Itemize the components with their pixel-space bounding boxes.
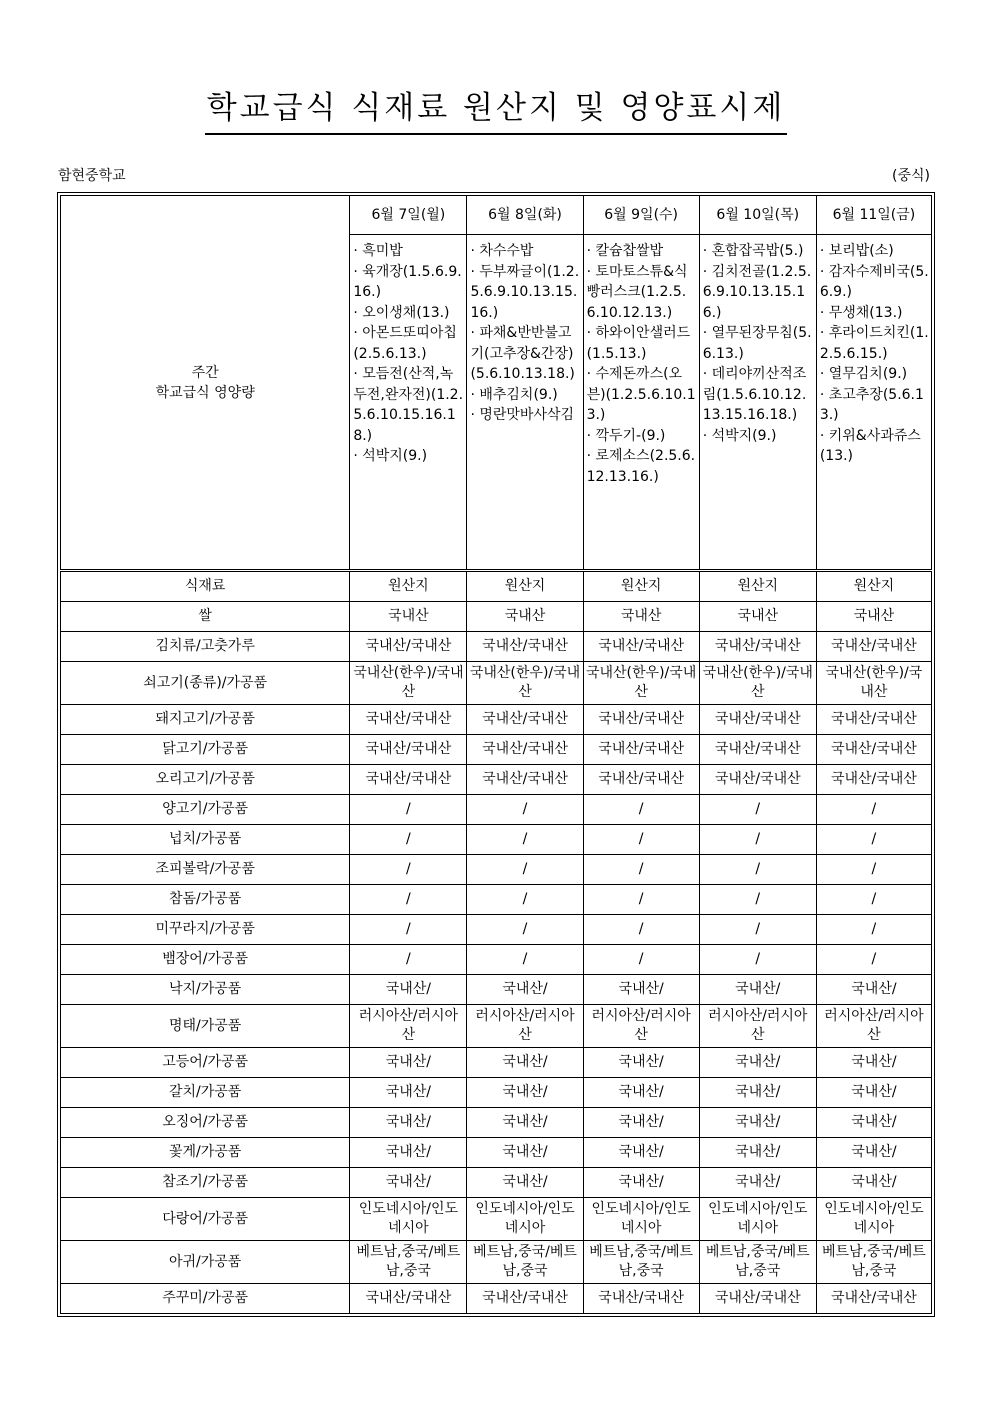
origin-value: 국내산 xyxy=(699,602,816,632)
menu-origin-table-frame xyxy=(57,192,935,1317)
origin-value: 국내산/국내산 xyxy=(816,632,931,662)
day-menu-cell xyxy=(816,235,931,571)
menu-item: · 로제소스(2.5.6.12.13.16.) xyxy=(586,448,696,485)
origin-value: / xyxy=(699,915,816,945)
origin-value: 베트남,중국/베트남,중국 xyxy=(467,1241,583,1284)
origin-value: 국내산/국내산 xyxy=(583,765,699,795)
ingredient-name: 돼지고기/가공품 xyxy=(61,705,350,735)
origin-value: 국내산 xyxy=(583,602,699,632)
weekly-nutrition-label xyxy=(61,196,350,571)
origin-value: 국내산/국내산 xyxy=(467,632,583,662)
menu-item: · 혼합잡곡밥(5.) xyxy=(702,243,804,259)
origin-value: 국내산/국내산 xyxy=(699,765,816,795)
origin-value: / xyxy=(583,855,699,885)
ingredient-row xyxy=(61,705,932,735)
ingredient-name: 명태/가공품 xyxy=(61,1005,350,1048)
menu-item: · 열무된장무침(5.6.13.) xyxy=(702,325,812,362)
origin-value: 국내산/국내산 xyxy=(699,705,816,735)
menu-item: · 키위&사과쥬스(13.) xyxy=(819,427,921,464)
origin-value: 국내산/ xyxy=(350,1108,467,1138)
origin-value: 국내산/국내산 xyxy=(350,632,467,662)
ingredient-name: 뱀장어/가공품 xyxy=(61,945,350,975)
menu-item: · 육개장(1.5.6.9.16.) xyxy=(353,263,462,300)
origin-value: 국내산/ xyxy=(816,975,931,1005)
ingredient-name: 조피볼락/가공품 xyxy=(61,855,350,885)
origin-value: 베트남,중국/베트남,중국 xyxy=(583,1241,699,1284)
ingredient-row xyxy=(61,885,932,915)
origin-value: 국내산 xyxy=(467,602,583,632)
menu-item: · 열무김치(9.) xyxy=(819,366,908,382)
origin-value: 국내산/ xyxy=(583,1048,699,1078)
origin-value: 국내산/ xyxy=(583,1168,699,1198)
document-title: 학교급식 식재료 원산지 및 영양표시제 xyxy=(205,88,788,135)
origin-value: / xyxy=(350,825,467,855)
origin-value: / xyxy=(467,825,583,855)
origin-value: 국내산/국내산 xyxy=(350,1284,467,1314)
origin-value: 국내산/국내산 xyxy=(699,735,816,765)
origin-value: 국내산/ xyxy=(699,1108,816,1138)
ingredient-header: 식재료 xyxy=(61,571,350,602)
origin-value: 베트남,중국/베트남,중국 xyxy=(350,1241,467,1284)
ingredient-name: 고등어/가공품 xyxy=(61,1048,350,1078)
menu-item: · 흑미밥 xyxy=(353,243,403,259)
document-title-wrap xyxy=(0,88,992,135)
ingredient-name: 김치류/고춧가루 xyxy=(61,632,350,662)
ingredient-row xyxy=(61,825,932,855)
origin-value: 국내산/국내산 xyxy=(583,632,699,662)
origin-value: 국내산(한우)/국내산 xyxy=(816,662,931,705)
menu-item: · 차수수밥 xyxy=(470,243,534,259)
menu-item: · 깍두기-(9.) xyxy=(586,427,666,444)
ingredient-row xyxy=(61,1108,932,1138)
origin-value: 국내산/ xyxy=(583,975,699,1005)
ingredient-row xyxy=(61,915,932,945)
origin-value: / xyxy=(699,945,816,975)
ingredient-name: 쌀 xyxy=(61,602,350,632)
ingredient-row xyxy=(61,1005,932,1048)
origin-value: / xyxy=(350,945,467,975)
menu-item: · 오이생채(13.) xyxy=(353,304,450,321)
origin-value: 국내산/국내산 xyxy=(816,735,931,765)
day-header: 6월 10일(목) xyxy=(699,196,816,235)
origin-value: 국내산/ xyxy=(467,1168,583,1198)
ingredient-row xyxy=(61,1078,932,1108)
origin-value: 국내산/ xyxy=(350,1168,467,1198)
origin-value: 국내산/ xyxy=(350,1078,467,1108)
origin-value: 국내산/국내산 xyxy=(467,1284,583,1314)
origin-value: / xyxy=(699,855,816,885)
origin-header: 원산지 xyxy=(583,571,699,602)
origin-value: 러시아산/러시아산 xyxy=(816,1005,931,1048)
origin-value: 국내산 xyxy=(816,602,931,632)
origin-value: 국내산/국내산 xyxy=(350,735,467,765)
menu-item: · 김치전골(1.2.5.6.9.10.13.15.16.) xyxy=(702,263,812,321)
origin-value: / xyxy=(467,795,583,825)
origin-header-row xyxy=(61,571,932,602)
ingredient-name: 꽃게/가공품 xyxy=(61,1138,350,1168)
ingredient-row xyxy=(61,1168,932,1198)
origin-value: 국내산(한우)/국내산 xyxy=(699,662,816,705)
origin-value: / xyxy=(816,885,931,915)
ingredient-row xyxy=(61,602,932,632)
origin-value: 국내산/ xyxy=(699,975,816,1005)
origin-value: 국내산/국내산 xyxy=(467,765,583,795)
menu-item: · 하와이안샐러드(1.5.13.) xyxy=(586,325,691,362)
origin-value: 국내산(한우)/국내산 xyxy=(583,662,699,705)
ingredient-name: 낙지/가공품 xyxy=(61,975,350,1005)
origin-value: 러시아산/러시아산 xyxy=(350,1005,467,1048)
ingredient-row xyxy=(61,945,932,975)
origin-value: 국내산/국내산 xyxy=(467,705,583,735)
menu-item: · 파채&반반불고기(고추장&간장)(5.6.10.13.18.) xyxy=(470,325,575,382)
menu-item: · 감자수제비국(5.6.9.) xyxy=(819,263,929,300)
origin-value: 인도네시아/인도네시아 xyxy=(816,1198,931,1241)
origin-value: / xyxy=(467,855,583,885)
ingredient-name: 오징어/가공품 xyxy=(61,1108,350,1138)
origin-value: / xyxy=(467,915,583,945)
origin-header: 원산지 xyxy=(467,571,583,602)
day-header-row xyxy=(61,196,932,235)
menu-item: · 모듬전(산적,녹두전,완자전)(1.2.5.6.10.15.16.18.) xyxy=(353,366,464,444)
origin-value: / xyxy=(467,885,583,915)
menu-item: · 석박지(9.) xyxy=(702,427,777,444)
origin-value: 국내산(한우)/국내산 xyxy=(350,662,467,705)
ingredient-row xyxy=(61,855,932,885)
day-header: 6월 7일(월) xyxy=(350,196,467,235)
ingredient-row xyxy=(61,1241,932,1284)
origin-value: 국내산/국내산 xyxy=(699,632,816,662)
origin-value: 국내산/ xyxy=(816,1108,931,1138)
origin-value: / xyxy=(583,885,699,915)
meal-type: (중식) xyxy=(892,168,930,184)
origin-value: 인도네시아/인도네시아 xyxy=(350,1198,467,1241)
day-menu-cell xyxy=(350,235,467,571)
origin-value: / xyxy=(699,825,816,855)
menu-item: · 무생채(13.) xyxy=(819,304,903,321)
origin-value: 인도네시아/인도네시아 xyxy=(699,1198,816,1241)
origin-value: / xyxy=(583,915,699,945)
origin-value: 국내산/ xyxy=(467,1108,583,1138)
origin-value: 러시아산/러시아산 xyxy=(699,1005,816,1048)
ingredient-name: 참조기/가공품 xyxy=(61,1168,350,1198)
ingredient-name: 갈치/가공품 xyxy=(61,1078,350,1108)
menu-origin-table xyxy=(60,195,932,1314)
menu-item: · 두부짜글이(1.2.5.6.9.10.13.15.16.) xyxy=(470,263,580,321)
origin-value: 국내산/국내산 xyxy=(583,735,699,765)
origin-value: 국내산/ xyxy=(583,1108,699,1138)
weekly-label-line1: 주간 xyxy=(191,364,219,381)
origin-value: 국내산/ xyxy=(816,1078,931,1108)
origin-value: / xyxy=(699,885,816,915)
ingredient-row xyxy=(61,1284,932,1314)
origin-value: 국내산/ xyxy=(350,1048,467,1078)
origin-value: 국내산/ xyxy=(467,1078,583,1108)
origin-value: 국내산/ xyxy=(816,1138,931,1168)
origin-value: 인도네시아/인도네시아 xyxy=(583,1198,699,1241)
origin-value: 국내산 xyxy=(350,602,467,632)
origin-value: / xyxy=(583,825,699,855)
origin-value: 국내산/ xyxy=(467,975,583,1005)
day-header: 6월 8일(화) xyxy=(467,196,583,235)
origin-value: 국내산/ xyxy=(583,1078,699,1108)
origin-value: 베트남,중국/베트남,중국 xyxy=(816,1241,931,1284)
origin-value: 국내산/ xyxy=(816,1048,931,1078)
origin-value: 국내산/ xyxy=(350,975,467,1005)
origin-value: 인도네시아/인도네시아 xyxy=(467,1198,583,1241)
day-header: 6월 9일(수) xyxy=(583,196,699,235)
origin-value: 베트남,중국/베트남,중국 xyxy=(699,1241,816,1284)
ingredient-row xyxy=(61,1048,932,1078)
ingredient-row xyxy=(61,632,932,662)
menu-item: · 초고추장(5.6.13.) xyxy=(819,386,924,423)
menu-item: · 후라이드치킨(1.2.5.6.15.) xyxy=(819,325,929,362)
ingredient-name: 넙치/가공품 xyxy=(61,825,350,855)
origin-value: / xyxy=(350,795,467,825)
origin-value: / xyxy=(583,945,699,975)
origin-value: 국내산/ xyxy=(699,1048,816,1078)
day-menu-cell xyxy=(583,235,699,571)
menu-item: · 토마토스튜&식빵러스크(1.2.5.6.10.12.13.) xyxy=(586,263,688,321)
origin-value: 국내산/국내산 xyxy=(467,735,583,765)
origin-value: / xyxy=(350,885,467,915)
day-header: 6월 11일(금) xyxy=(816,196,931,235)
ingredient-name: 다랑어/가공품 xyxy=(61,1198,350,1241)
origin-value: 국내산/국내산 xyxy=(816,1284,931,1314)
origin-value: / xyxy=(583,795,699,825)
school-name: 함현중학교 xyxy=(58,168,126,184)
origin-value: / xyxy=(699,795,816,825)
ingredient-name: 참돔/가공품 xyxy=(61,885,350,915)
origin-value: 국내산/ xyxy=(699,1078,816,1108)
day-menu-cell xyxy=(699,235,816,571)
ingredient-name: 미꾸라지/가공품 xyxy=(61,915,350,945)
menu-item: · 수제돈까스(오븐)(1.2.5.6.10.13.) xyxy=(586,366,696,423)
menu-item: · 명란맛바사삭김 xyxy=(470,407,575,423)
ingredient-name: 쇠고기(종류)/가공품 xyxy=(61,662,350,705)
origin-value: 국내산/국내산 xyxy=(816,705,931,735)
origin-value: 국내산(한우)/국내산 xyxy=(467,662,583,705)
ingredient-name: 아귀/가공품 xyxy=(61,1241,350,1284)
ingredient-row xyxy=(61,662,932,705)
menu-item: · 데리야끼산적조림(1.5.6.10.12.13.15.16.18.) xyxy=(702,366,807,423)
ingredient-name: 주꾸미/가공품 xyxy=(61,1284,350,1314)
origin-value: 국내산/ xyxy=(467,1048,583,1078)
origin-value: 국내산/국내산 xyxy=(583,705,699,735)
weekly-label-line2: 학교급식 영양량 xyxy=(155,384,255,401)
origin-value: 국내산/ xyxy=(816,1168,931,1198)
origin-value: 국내산/ xyxy=(350,1138,467,1168)
origin-value: 국내산/국내산 xyxy=(350,705,467,735)
origin-value: / xyxy=(816,855,931,885)
ingredient-name: 양고기/가공품 xyxy=(61,795,350,825)
ingredient-row xyxy=(61,975,932,1005)
origin-value: 러시아산/러시아산 xyxy=(583,1005,699,1048)
ingredient-row xyxy=(61,735,932,765)
origin-header: 원산지 xyxy=(816,571,931,602)
origin-value: 국내산/국내산 xyxy=(816,765,931,795)
origin-value: / xyxy=(816,915,931,945)
menu-item: · 아몬드또띠아칩(2.5.6.13.) xyxy=(353,325,457,362)
origin-value: 국내산/ xyxy=(583,1138,699,1168)
origin-value: / xyxy=(816,795,931,825)
ingredient-name: 닭고기/가공품 xyxy=(61,735,350,765)
ingredient-row xyxy=(61,1138,932,1168)
origin-value: / xyxy=(350,915,467,945)
origin-value: 국내산/국내산 xyxy=(583,1284,699,1314)
origin-value: 국내산/ xyxy=(699,1168,816,1198)
origin-value: 국내산/국내산 xyxy=(350,765,467,795)
menu-item: · 배추김치(9.) xyxy=(470,386,558,403)
origin-value: 국내산/국내산 xyxy=(699,1284,816,1314)
menu-item: · 보리밥(소) xyxy=(819,243,894,259)
origin-value: 국내산/ xyxy=(467,1138,583,1168)
day-menu-cell xyxy=(467,235,583,571)
origin-value: 국내산/ xyxy=(699,1138,816,1168)
ingredient-row xyxy=(61,765,932,795)
menu-item: · 칼슘찹쌀밥 xyxy=(586,243,664,259)
ingredient-row xyxy=(61,1198,932,1241)
origin-value: 러시아산/러시아산 xyxy=(467,1005,583,1048)
menu-item: · 석박지(9.) xyxy=(353,448,428,464)
origin-value: / xyxy=(467,945,583,975)
origin-value: / xyxy=(350,855,467,885)
origin-header: 원산지 xyxy=(350,571,467,602)
origin-value: / xyxy=(816,825,931,855)
origin-header: 원산지 xyxy=(699,571,816,602)
ingredient-name: 오리고기/가공품 xyxy=(61,765,350,795)
ingredient-row xyxy=(61,795,932,825)
origin-value: / xyxy=(816,945,931,975)
